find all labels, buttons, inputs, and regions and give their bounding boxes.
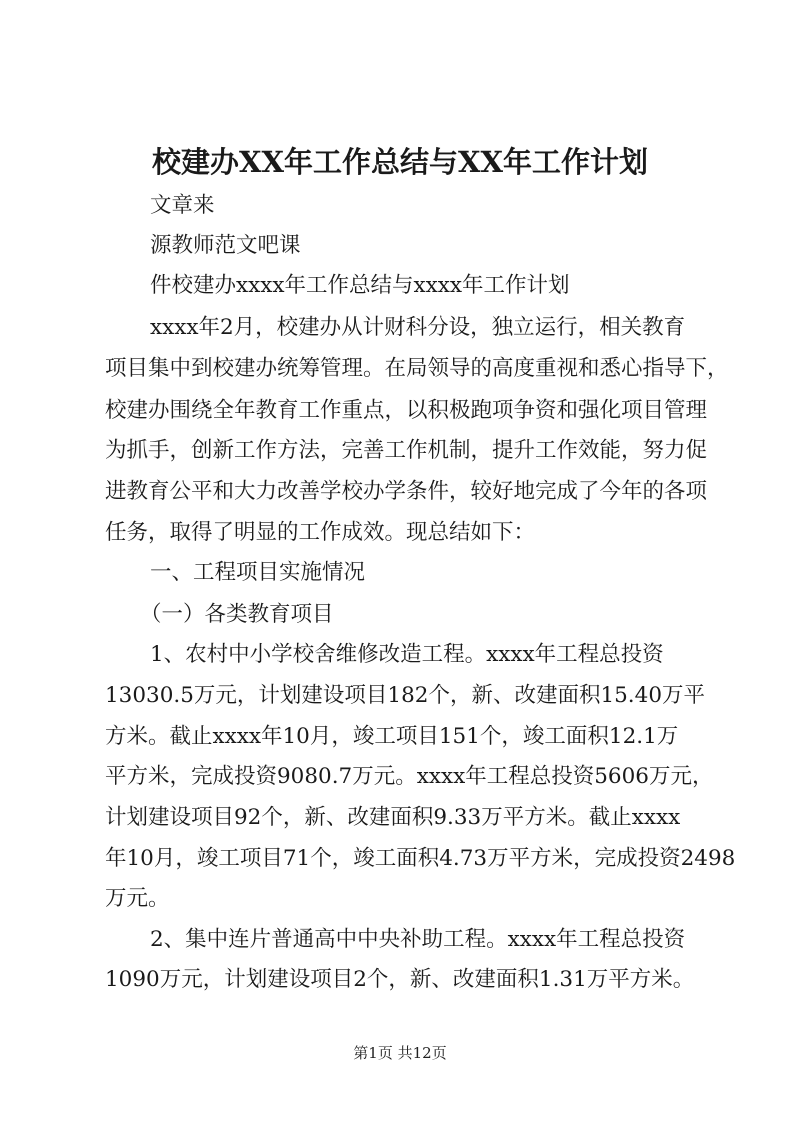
paragraph-line: 1090万元，计划建设项目2个，新、改建面积1.31万平方米。 [105, 967, 695, 992]
paragraph-line: 平方米，完成投资9080.7万元。xxxx年工程总投资5606万元， [105, 764, 714, 789]
paragraph-line: 进教育公平和大力改善学校办学条件，较好地完成了今年的各项 [105, 479, 708, 504]
paragraph-line: 2、集中连片普通高中中央补助工程。xxxx年工程总投资 [150, 927, 686, 952]
paragraph-line: 1、农村中小学校舍维修改造工程。xxxx年工程总投资 [150, 642, 664, 667]
paragraph-line: xxxx年2月，校建办从计财科分设，独立运行，相关教育 [150, 315, 686, 340]
paragraph-line: 为抓手，创新工作方法，完善工作机制，提升工作效能，努力促 [105, 438, 708, 463]
paragraph-line: 校建办围绕全年教育工作重点，以积极跑项争资和强化项目管理 [105, 398, 708, 423]
paragraph-line: 13030.5万元，计划建设项目182个，新、改建面积15.40万平 [105, 683, 705, 708]
section-heading: 一、工程项目实施情况 [150, 560, 366, 585]
document-title: 校建办XX年工作总结与XX年工作计划 [151, 145, 648, 179]
paragraph-line: 项目集中到校建办统筹管理。在局领导的高度重视和悉心指导下， [105, 356, 729, 381]
paragraph-line: 源教师范文吧课 [150, 233, 301, 258]
paragraph-line: 文章来 [150, 193, 215, 218]
page-number-footer: 第1页 共12页 [353, 1044, 447, 1062]
paragraph-line: 万元。 [105, 886, 170, 911]
paragraph-line: 方米。截止xxxx年10月，竣工项目151个，竣工面积12.1万 [105, 724, 679, 749]
subsection-heading: （一）各类教育项目 [140, 602, 334, 627]
paragraph-line: 件校建办xxxx年工作总结与xxxx年工作计划 [150, 273, 570, 298]
paragraph-line: 计划建设项目92个，新、改建面积9.33万平方米。截止xxxx [105, 805, 681, 830]
paragraph-line: 年10月，竣工项目71个，竣工面积4.73万平方米，完成投资2498 [105, 846, 736, 871]
paragraph-line: 任务，取得了明显的工作成效。现总结如下： [105, 520, 536, 545]
